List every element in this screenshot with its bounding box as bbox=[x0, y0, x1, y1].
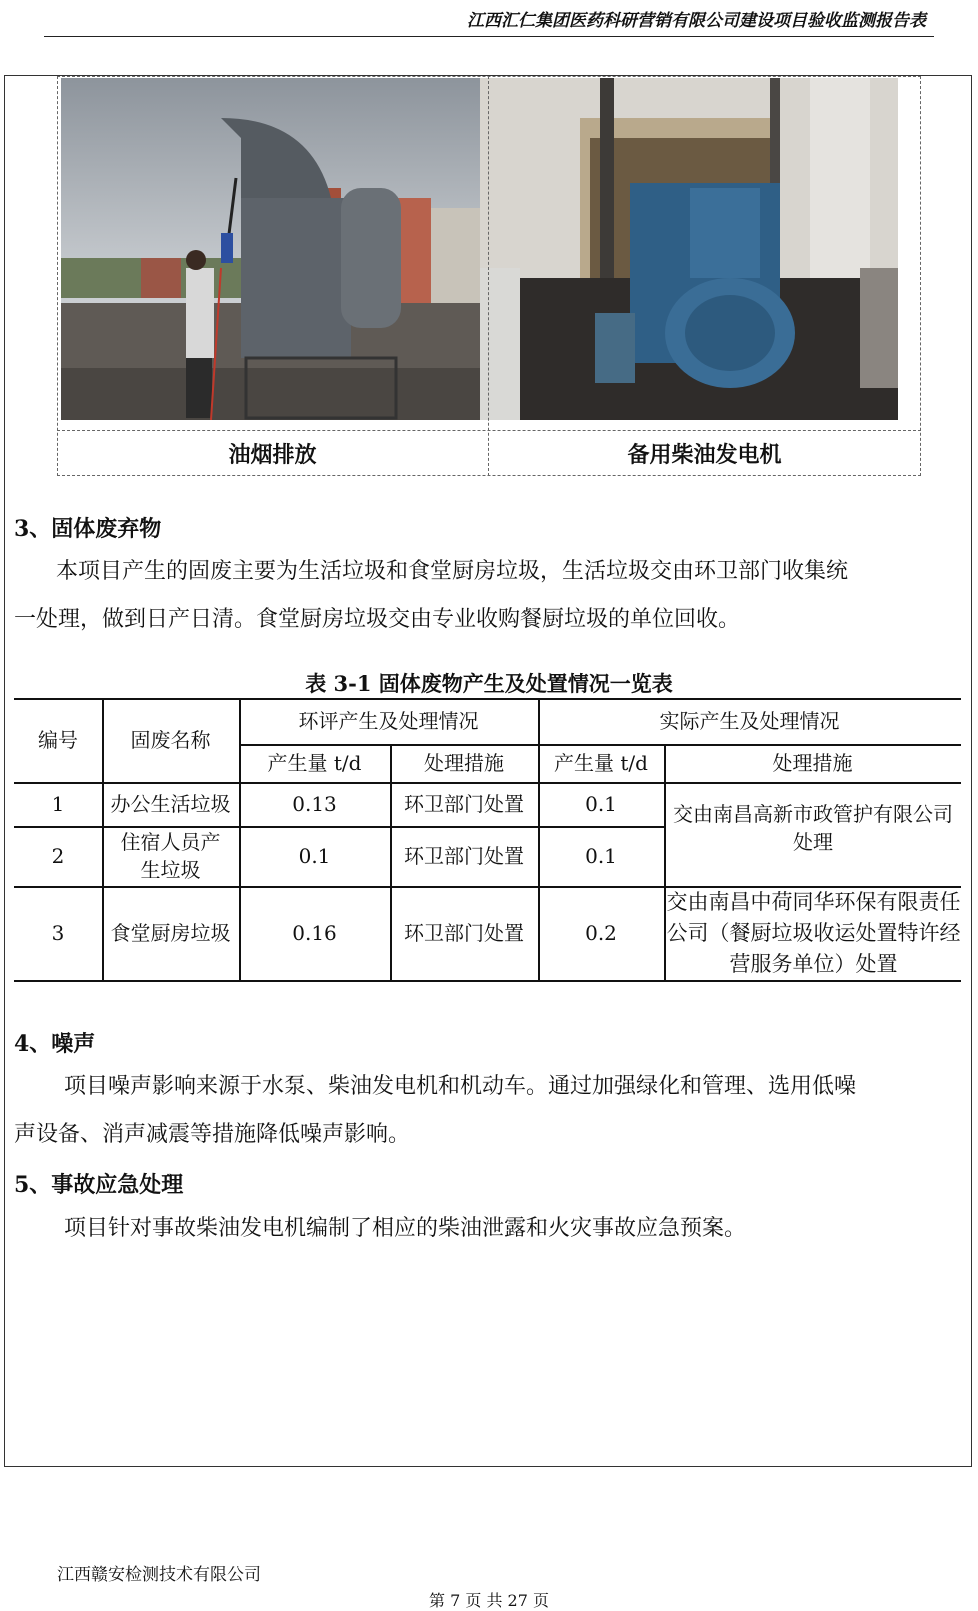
table-row-1-name: 办公生活垃圾 bbox=[110, 792, 231, 816]
table-row-3-actual-measure: 交由南昌中荷同华环保有限责任公司（餐厨垃圾收运处置特许经营服务单位）处置 bbox=[666, 889, 961, 976]
heading-emergency: 5、事故应急处理 bbox=[14, 1172, 184, 1198]
paragraph-noise-line1: 项目噪声影响来源于水泵、柴油发电机和机动车。通过加强绿化和管理、选用低噪 bbox=[64, 1074, 857, 1099]
table-row-2-eia-measure: 环卫部门处置 bbox=[404, 844, 524, 868]
footer-company: 江西赣安检测技术有限公司 bbox=[57, 1565, 261, 1585]
photo-diesel-generator bbox=[480, 78, 898, 420]
footer-page-number: 第 7 页 共 27 页 bbox=[429, 1591, 549, 1610]
header-actual-amount: 产生量 t/d bbox=[554, 751, 648, 775]
photo-caption-rule bbox=[57, 430, 921, 431]
table-row-1-eia-measure: 环卫部门处置 bbox=[404, 792, 524, 816]
table-row-1-eia-amount: 0.13 bbox=[292, 792, 337, 816]
header-rule bbox=[44, 36, 934, 37]
paragraph-solid-waste-line1: 本项目产生的固废主要为生活垃圾和食堂厨房垃圾，生活垃圾交由环卫部门收集统 bbox=[56, 559, 849, 584]
header-eia-amount: 产生量 t/d bbox=[267, 751, 362, 775]
header-no: 编号 bbox=[38, 728, 78, 752]
table-row-2-eia-amount: 0.1 bbox=[298, 844, 331, 868]
caption-fume-exhaust: 油烟排放 bbox=[228, 442, 317, 468]
header-name: 固废名称 bbox=[130, 728, 211, 752]
header-actual-measure: 处理措施 bbox=[772, 751, 853, 775]
header-actual-group: 实际产生及处理情况 bbox=[659, 709, 840, 733]
header-eia-group: 环评产生及处理情况 bbox=[298, 709, 479, 733]
table-row-3-no: 3 bbox=[51, 921, 65, 945]
table-row-1-no: 1 bbox=[51, 792, 65, 816]
report-header-title: 江西汇仁集团医药科研营销有限公司建设项目验收监测报告表 bbox=[467, 11, 926, 31]
caption-diesel-generator: 备用柴油发电机 bbox=[627, 442, 782, 468]
solid-waste-table bbox=[14, 698, 961, 1003]
paragraph-emergency: 项目针对事故柴油发电机编制了相应的柴油泄露和火灾事故应急预案。 bbox=[64, 1216, 747, 1241]
table-row-2-no: 2 bbox=[51, 844, 65, 868]
header-eia-measure: 处理措施 bbox=[424, 751, 504, 775]
table-row-1-actual-amount: 0.1 bbox=[585, 792, 617, 816]
table-row-2-name: 住宿人员产生垃圾 bbox=[120, 830, 221, 882]
photo-divider bbox=[488, 76, 489, 476]
paragraph-solid-waste-line2: 一处理，做到日产日清。食堂厨房垃圾交由专业收购餐厨垃圾的单位回收。 bbox=[14, 607, 741, 632]
table-row-3-eia-measure: 环卫部门处置 bbox=[404, 921, 524, 945]
table-title: 表 3-1 固体废物产生及处置情况一览表 bbox=[305, 671, 673, 696]
photo-fume-exhaust bbox=[61, 78, 485, 420]
table-actual-measure-rows-1-2: 交由南昌高新市政管护有限公司处理 bbox=[673, 802, 953, 854]
table-row-3-actual-amount: 0.2 bbox=[585, 921, 617, 945]
table-row-3-name: 食堂厨房垃圾 bbox=[110, 921, 231, 945]
table-row-2-actual-amount: 0.1 bbox=[585, 844, 617, 868]
heading-noise: 4、噪声 bbox=[14, 1031, 96, 1057]
table-row-3-eia-amount: 0.16 bbox=[292, 921, 337, 945]
heading-solid-waste: 3、固体废弃物 bbox=[14, 516, 162, 542]
paragraph-noise-line2: 声设备、消声减震等措施降低噪声影响。 bbox=[14, 1122, 411, 1147]
